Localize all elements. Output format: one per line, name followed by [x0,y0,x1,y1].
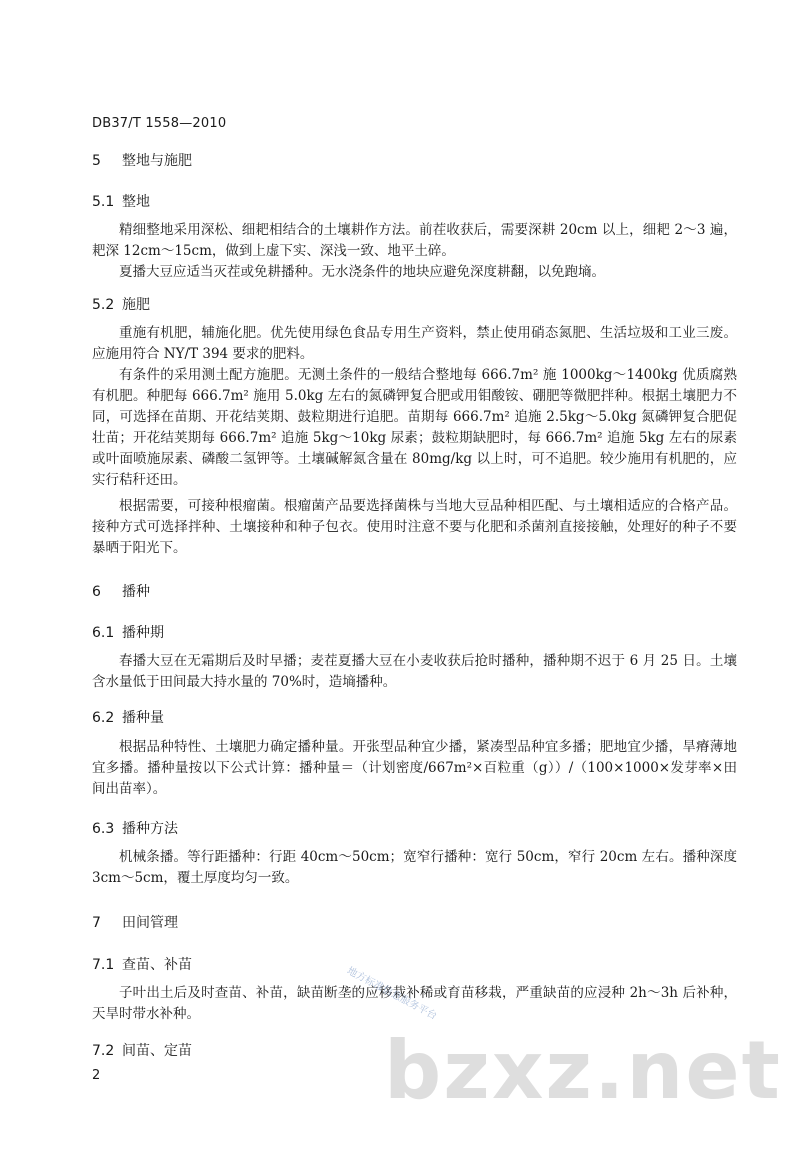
watermark-caption: 地方标准信息服务平台 [344,965,439,1023]
section-5-1-heading [92,191,150,211]
section-title: 播种 [122,584,150,600]
section-title: 播种期 [122,625,164,641]
section-6-heading [92,581,150,601]
section-title: 施肥 [122,297,150,313]
section-7-2-heading [92,1040,192,1060]
standard-code: DB37/T 1558—2010 [92,116,227,131]
section-title: 查苗、补苗 [122,957,192,973]
page-number: 2 [92,1068,101,1083]
section-title: 整地 [122,194,150,210]
section-title: 田间管理 [122,915,178,931]
paragraph: 夏播大豆应适当灭茬或免耕播种。无水浇条件的地块应避免深度耕翻，以免跑墒。 [119,264,605,280]
paragraph: 根据品种特性、土壤肥力确定播种量。开张型品种宜少播，紧凑型品种宜多播；肥地宜少播，旱瘠薄地宜多播。播种量按以下公式计算：播种量＝（计划密度/667m²×百粒重（g））/（100×1000×发芽率×田间出苗率）。 [92,739,737,797]
section-number: 5.2 [92,297,115,313]
section-number: 5 [92,153,101,169]
section-title: 播种量 [122,710,164,726]
section-6-3-heading [92,818,178,838]
section-7-heading [92,912,178,932]
paragraph: 重施有机肥，辅施化肥。优先使用绿色食品专用生产资料，禁止使用硝态氮肥、生活垃圾和工业三废。应施用符合 NY/T 394 要求的肥料。 [92,325,737,362]
paragraph: 精细整地采用深松、细耙相结合的土壤耕作方法。前茬收获后，需要深耕 20cm 以上，细耙 2～3 遍，耙深 12cm～15cm，做到上虚下实、深浅一致、地平土碎。 [92,222,737,259]
paragraph: 子叶出土后及时查苗、补苗，缺苗断垄的应移栽补稀或育苗移栽，严重缺苗的应浸种 2h～3h 后补种，天旱时带水补种。 [92,985,737,1022]
section-6-1-heading [92,622,164,642]
section-number: 6.3 [92,821,115,837]
paragraph: 春播大豆在无霜期后及时早播；麦茬夏播大豆在小麦收获后抢时播种，播种期不迟于 6 月 25 日。土壤含水量低于田间最大持水量的 70%时，造墒播种。 [92,653,737,690]
section-title: 间苗、定苗 [122,1043,192,1059]
section-number: 6.2 [92,710,115,726]
watermark-logo: bzxz.net [384,1024,782,1117]
section-number: 7.2 [92,1043,115,1059]
paragraph: 机械条播。等行距播种：行距 40cm～50cm；宽窄行播种：宽行 50cm，窄行 20cm 左右。播种深度 3cm～5cm，覆土厚度均匀一致。 [92,849,737,886]
section-5-heading [92,150,192,170]
section-number: 6 [92,584,101,600]
section-7-1-heading [92,954,192,974]
section-number: 6.1 [92,625,115,641]
section-number: 7 [92,915,101,931]
paragraph: 根据需要，可接种根瘤菌。根瘤菌产品要选择菌株与当地大豆品种相匹配、与土壤相适应的合格产品。接种方式可选择拌种、土壤接种和种子包衣。使用时注意不要与化肥和杀菌剂直接接触，处理好的种子不要暴晒于阳光下。 [92,498,737,556]
paragraph: 有条件的采用测土配方施肥。无测土条件的一般结合整地每 666.7m² 施 1000kg～1400kg 优质腐熟有机肥。种肥每 666.7m² 施用 5.0kg 左右的氮磷钾复合肥或用钼酸铵、硼肥等微肥拌种。根据土壤肥力不同，可选择在苗期、开花结荚期、鼓粒期进行追肥。苗期每 666.7m² 追施 2.5kg～5.0kg 氮磷钾复合肥促壮苗；开花结荚期每 666.7m² 追施 5kg～10kg 尿素；鼓粒期缺肥时，每 666.7m² 追施 5kg 左右的尿素或叶面喷施尿素、磷酸二氢钾等。土壤碱解氮含量在 80mg/kg 以上时，可不追肥。较少施用有机肥的，应实行秸秆还田。 [92,367,737,488]
section-6-2-heading [92,707,164,727]
section-5-2-heading [92,294,150,314]
section-number: 5.1 [92,194,115,210]
section-title: 整地与施肥 [122,153,192,169]
section-number: 7.1 [92,957,115,973]
section-title: 播种方法 [122,821,178,837]
